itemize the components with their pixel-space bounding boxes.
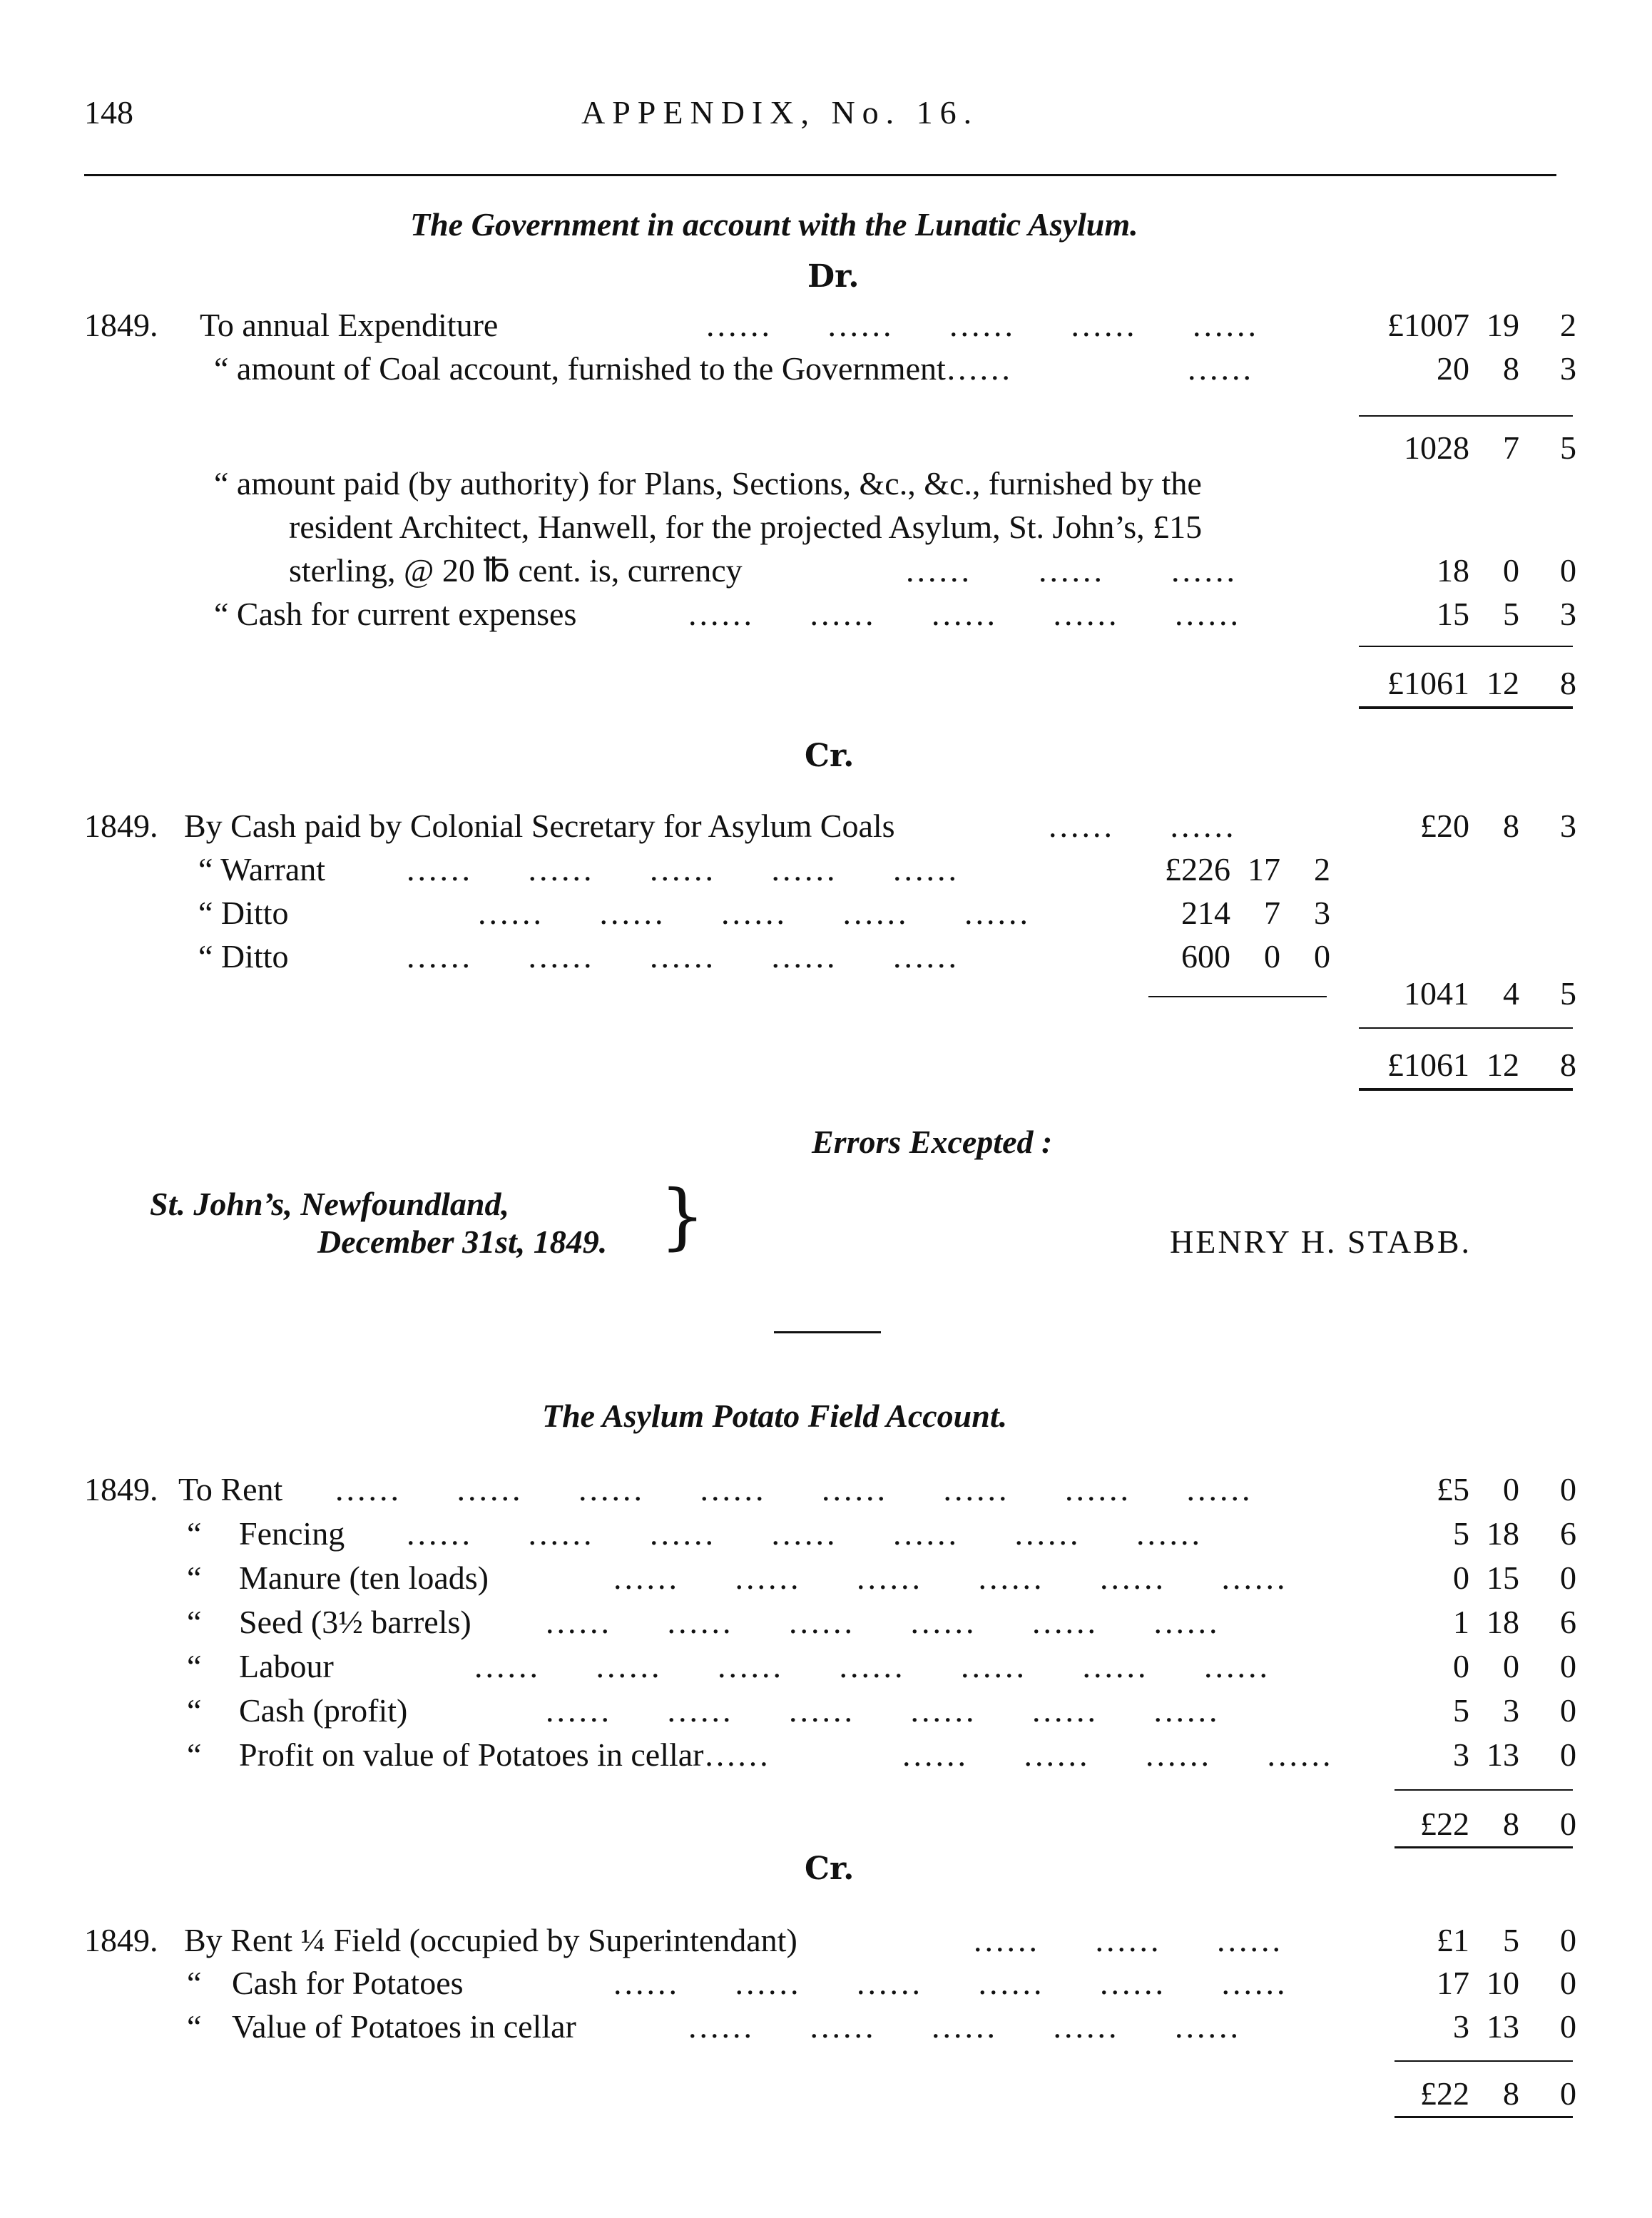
amount-pounds: 20: [1437, 350, 1469, 387]
cr-subtotal-pounds: 1041: [1404, 975, 1469, 1012]
inner-sum-rule: [1148, 996, 1327, 997]
total-pounds: £22: [1420, 1806, 1469, 1842]
amount-shillings: 10: [1487, 1965, 1519, 2001]
gov-dr-label: Dr.: [807, 258, 860, 295]
amount-shillings: 5: [1503, 596, 1519, 632]
total-rule-top: [1394, 2060, 1573, 2062]
amount-shillings: 8: [1503, 808, 1519, 844]
amount-pence: 0: [1560, 2008, 1576, 2045]
place-line-2: December 31st, 1849.: [317, 1224, 608, 1260]
ditto-mark: “: [187, 1648, 202, 1684]
leader-dots: ...... ...... ...... ...... ...... ......: [546, 1692, 1220, 1729]
amount-shillings: 3: [1503, 1692, 1519, 1729]
subtotal-rule: [1359, 415, 1573, 417]
leader-dots: ...... ...... ...... ...... ......: [706, 307, 1259, 343]
amount-shillings: 0: [1503, 1648, 1519, 1684]
inner-pounds: 214: [1181, 895, 1230, 931]
amount-shillings: 19: [1487, 307, 1519, 343]
amount-shillings: 15: [1487, 1560, 1519, 1596]
subtotal-shillings: 7: [1503, 429, 1519, 466]
page-number: 148: [84, 94, 133, 131]
potato-dr-manure: Manure (ten loads): [239, 1560, 489, 1596]
gov-cr-label: Cr.: [805, 738, 855, 774]
gov-cr-year: 1849.: [84, 808, 158, 844]
ditto-mark: “: [187, 1604, 202, 1640]
gov-dr-line-2: “ amount of Coal account, furnished to the Government……: [214, 350, 1011, 387]
total-pence: 8: [1560, 1047, 1576, 1083]
inner-pounds: £226: [1165, 851, 1230, 887]
total-pounds: £22: [1420, 2075, 1469, 2112]
gov-dr-cash: “ Cash for current expenses: [214, 596, 577, 632]
amount-pence: 0: [1560, 1648, 1576, 1684]
amount-pence: 0: [1560, 1965, 1576, 2001]
total-rule-top: [1359, 646, 1573, 647]
potato-dr-seed: Seed (3½ barrels): [239, 1604, 471, 1640]
leader-dots: ...... ...... ...... ...... ...... ...... ......: [407, 1515, 1203, 1552]
gov-cr-warrant: “ Warrant: [198, 851, 326, 887]
cr-subtotal-shillings: 4: [1503, 975, 1519, 1012]
inner-pounds: 600: [1181, 938, 1230, 975]
amount-pounds: £5: [1437, 1471, 1469, 1507]
amount-pounds: 5: [1453, 1692, 1469, 1729]
amount-shillings: 0: [1503, 552, 1519, 589]
amount-shillings: 18: [1487, 1515, 1519, 1552]
leader-dots: ...... ......: [1049, 808, 1237, 844]
potato-account-title: The Asylum Potato Field Account.: [542, 1398, 1008, 1434]
amount-pence: 0: [1560, 1736, 1576, 1773]
total-shillings: 8: [1503, 1806, 1519, 1842]
amount-shillings: 13: [1487, 2008, 1519, 2045]
ditto-mark: “: [187, 1515, 202, 1552]
total-rule-top: [1359, 1027, 1573, 1029]
inner-pence: 2: [1314, 851, 1330, 887]
amount-pounds: 5: [1453, 1515, 1469, 1552]
amount-pounds: 17: [1437, 1965, 1469, 2001]
amount-pounds: £1007: [1387, 307, 1469, 343]
header-rule: [84, 174, 1556, 176]
total-rule-bottom: [1394, 1846, 1573, 1848]
potato-cr-cash: Cash for Potatoes: [232, 1965, 464, 2001]
amount-shillings: 5: [1503, 1922, 1519, 1958]
leader-dots: ......: [1188, 350, 1254, 387]
ditto-mark: “: [187, 1560, 202, 1596]
potato-cr-label: Cr.: [805, 1851, 855, 1887]
amount-pounds: 0: [1453, 1560, 1469, 1596]
potato-dr-fencing: Fencing: [239, 1515, 345, 1552]
leader-dots: ...... ...... ...... ...... ...... ......: [613, 1965, 1288, 2001]
inner-pence: 3: [1314, 895, 1330, 931]
inner-pence: 0: [1314, 938, 1330, 975]
gov-cr-line-1: By Cash paid by Colonial Secretary for Asylum Coals: [184, 808, 895, 844]
inner-shillings: 7: [1264, 895, 1280, 931]
leader-dots: ...... ...... ......: [974, 1922, 1283, 1958]
total-pence: 0: [1560, 1806, 1576, 1842]
brace-glyph: }: [660, 1174, 705, 1258]
amount-pence: 0: [1560, 1692, 1576, 1729]
gov-cr-ditto-2: “ Ditto: [198, 938, 289, 975]
gov-cr-ditto-1: “ Ditto: [198, 895, 289, 931]
amount-pence: 6: [1560, 1515, 1576, 1552]
potato-dr-year: 1849.: [84, 1471, 158, 1507]
amount-pence: 0: [1560, 1560, 1576, 1596]
leader-dots: ...... ...... ......: [906, 552, 1238, 589]
amount-pence: 6: [1560, 1604, 1576, 1640]
total-shillings: 12: [1487, 1047, 1519, 1083]
amount-pence: 0: [1560, 1471, 1576, 1507]
potato-dr-rent: To Rent: [178, 1471, 283, 1507]
amount-shillings: 8: [1503, 350, 1519, 387]
amount-pounds: 3: [1453, 1736, 1469, 1773]
amount-pence: 2: [1560, 307, 1576, 343]
amount-pounds: 15: [1437, 596, 1469, 632]
potato-dr-cash-profit: Cash (profit): [239, 1692, 408, 1729]
inner-shillings: 0: [1264, 938, 1280, 975]
leader-dots: ...... ...... ...... ...... ......: [478, 895, 1031, 931]
amount-pence: 0: [1560, 1922, 1576, 1958]
gov-dr-line-1: To annual Expenditure: [200, 307, 499, 343]
leader-dots: ...... ...... ...... ...... ......: [688, 2008, 1241, 2045]
total-pence: 8: [1560, 665, 1576, 701]
total-pence: 0: [1560, 2075, 1576, 2112]
signature: HENRY H. STABB.: [1170, 1224, 1472, 1260]
gov-dr-plans-line-1: “ amount paid (by authority) for Plans, Sections, &c., &c., furnished by the: [214, 465, 1202, 502]
ditto-mark: “: [187, 2008, 202, 2045]
amount-pounds: 3: [1453, 2008, 1469, 2045]
errors-excepted: Errors Excepted :: [812, 1124, 1053, 1160]
amount-pence: 3: [1560, 808, 1576, 844]
ditto-mark: “: [187, 1736, 202, 1773]
total-pounds: £1061: [1387, 665, 1469, 701]
leader-dots: ...... ...... ...... ...... ...... ...... ...... ......: [335, 1471, 1253, 1507]
amount-pounds: 18: [1437, 552, 1469, 589]
potato-dr-profit-value: Profit on value of Potatoes in cellar……: [239, 1736, 770, 1773]
total-rule-top: [1394, 1789, 1573, 1791]
amount-pounds: £20: [1420, 808, 1469, 844]
gov-dr-plans-line-2: resident Architect, Hanwell, for the projected Asylum, St. John’s, £15: [289, 509, 1203, 545]
leader-dots: ...... ...... ...... ...... ...... ......: [546, 1604, 1220, 1640]
total-shillings: 12: [1487, 665, 1519, 701]
amount-pounds: 1: [1453, 1604, 1469, 1640]
potato-dr-labour: Labour: [239, 1648, 334, 1684]
potato-cr-value: Value of Potatoes in cellar: [232, 2008, 576, 2045]
ditto-mark: “: [187, 1965, 202, 2001]
gov-dr-plans-line-3: sterling, @ 20 ℔ cent. is, currency: [289, 552, 743, 589]
running-title: APPENDIX, No. 16.: [581, 94, 979, 131]
place-line-1: St. John’s, Newfoundland,: [150, 1186, 510, 1222]
gov-account-title: The Government in account with the Lunatic Asylum.: [410, 206, 1138, 243]
cr-subtotal-pence: 5: [1560, 975, 1576, 1012]
amount-pence: 3: [1560, 350, 1576, 387]
amount-shillings: 18: [1487, 1604, 1519, 1640]
potato-cr-year: 1849.: [84, 1922, 158, 1958]
amount-shillings: 0: [1503, 1471, 1519, 1507]
leader-dots: ...... ...... ...... ...... ......: [407, 851, 959, 887]
subtotal-pence: 5: [1560, 429, 1576, 466]
total-shillings: 8: [1503, 2075, 1519, 2112]
total-rule-bottom: [1394, 2116, 1573, 2118]
gov-dr-year: 1849.: [84, 307, 158, 343]
leader-dots: ...... ...... ...... ......: [902, 1736, 1334, 1773]
leader-dots: ...... ...... ...... ...... ...... ......: [613, 1560, 1288, 1596]
section-divider: [774, 1331, 881, 1333]
amount-pence: 0: [1560, 552, 1576, 589]
amount-shillings: 13: [1487, 1736, 1519, 1773]
ditto-mark: “: [187, 1692, 202, 1729]
amount-pounds: 0: [1453, 1648, 1469, 1684]
inner-shillings: 17: [1248, 851, 1280, 887]
potato-cr-rent: By Rent ¼ Field (occupied by Superintendant): [184, 1922, 797, 1958]
subtotal-pounds: 1028: [1404, 429, 1469, 466]
leader-dots: ...... ...... ...... ...... ...... ...... ......: [474, 1648, 1270, 1684]
leader-dots: ...... ...... ...... ...... ......: [688, 596, 1241, 632]
total-rule-bottom: [1359, 706, 1573, 709]
amount-pounds: £1: [1437, 1922, 1469, 1958]
amount-pence: 3: [1560, 596, 1576, 632]
leader-dots: ...... ...... ...... ...... ......: [407, 938, 959, 975]
total-pounds: £1061: [1387, 1047, 1469, 1083]
total-rule-bottom: [1359, 1088, 1573, 1091]
